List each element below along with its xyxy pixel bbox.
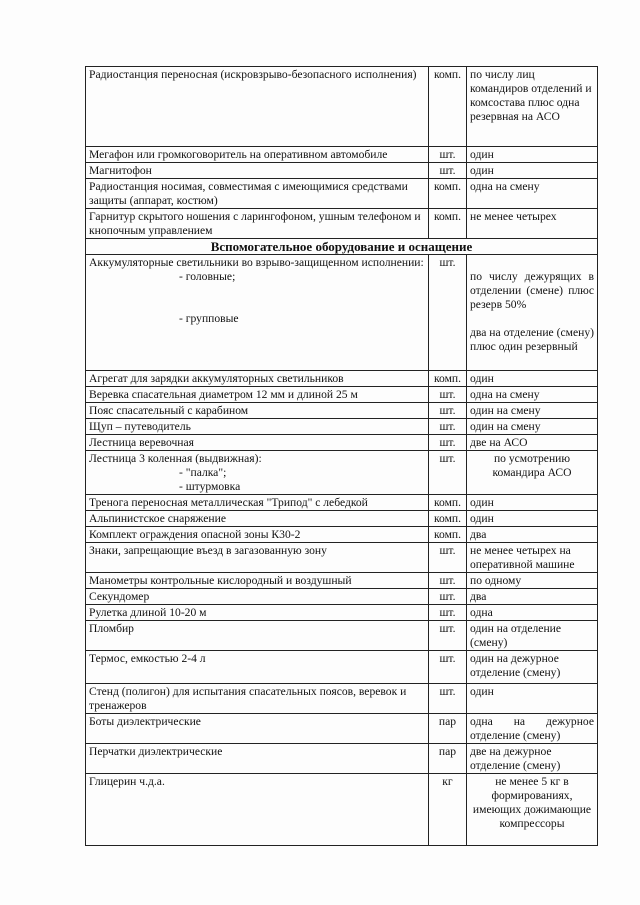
item-name: Гарнитур скрытого ношения с ларингофоном, ушным телефоном и кнопочным управлением [86, 209, 429, 239]
table-row [86, 435, 598, 451]
item-name: Стенд (полигон) для испытания спасательных поясов, веревок и тренажеров [86, 684, 429, 714]
item-name: Магнитофон [86, 163, 429, 179]
item-qty: по одному [467, 573, 598, 589]
table-row [86, 621, 598, 651]
item-unit: шт. [429, 605, 467, 621]
item-unit: комп. [429, 67, 467, 147]
item-qty: не менее четырех на оперативной машине [467, 543, 598, 573]
ladder-sub-1: - "палка"; [179, 466, 227, 479]
item-name: Щуп – путеводитель [86, 419, 429, 435]
lamps-group-label: - групповые [179, 312, 239, 325]
item-unit: шт. [429, 403, 467, 419]
item-name: Альпинистское снаряжение [86, 511, 429, 527]
item-qty: одна на смену [467, 387, 598, 403]
item-unit: шт. [429, 255, 467, 371]
table-row [86, 495, 598, 511]
item-name: Пломбир [86, 621, 429, 651]
item-name: Лестница веревочная [86, 435, 429, 451]
table-row [86, 403, 598, 419]
table-row [86, 605, 598, 621]
item-qty: одна на смену [467, 179, 598, 209]
table-row [86, 209, 598, 239]
table-row [86, 419, 598, 435]
item-unit: пар [429, 714, 467, 744]
lamps-group-qty: два на отделение (смену) плюс один резервный [470, 326, 594, 353]
table-row [86, 371, 598, 387]
item-unit: комп. [429, 371, 467, 387]
item-unit: шт. [429, 451, 467, 495]
item-qty: две на дежурное отделение (смену) [467, 744, 598, 774]
item-qty: две на АСО [467, 435, 598, 451]
section-row [86, 239, 598, 255]
item-name: Рулетка длиной 10-20 м [86, 605, 429, 621]
item-name [86, 255, 429, 371]
lamps-title: Аккумуляторные светильники во взрыво-защищенном исполнении: [89, 256, 424, 269]
item-unit: шт. [429, 543, 467, 573]
table-row [86, 387, 598, 403]
item-name [86, 451, 429, 495]
table-row [86, 147, 598, 163]
table-row [86, 744, 598, 774]
item-qty: один на дежурное отделение (смену) [467, 651, 598, 684]
item-qty: два [467, 589, 598, 605]
item-unit: шт. [429, 573, 467, 589]
table-row [86, 651, 598, 684]
item-qty [467, 255, 598, 371]
table-row [86, 451, 598, 495]
table-row [86, 573, 598, 589]
item-qty: по усмотрению командира АСО [467, 451, 598, 495]
table-row [86, 527, 598, 543]
lamps-head-label: - головные; [179, 270, 236, 283]
item-unit: шт. [429, 589, 467, 605]
item-qty: один [467, 163, 598, 179]
item-qty: одна на дежурное отделение (смену) [467, 714, 598, 744]
item-qty: один на смену [467, 403, 598, 419]
item-unit: шт. [429, 147, 467, 163]
item-name: Секундомер [86, 589, 429, 605]
table-row [86, 714, 598, 744]
equipment-table [85, 66, 598, 846]
item-unit: шт. [429, 387, 467, 403]
lamps-head-qty: по числу дежурящих в отделении (смене) плюс резерв 50% [470, 270, 594, 311]
item-unit: шт. [429, 621, 467, 651]
item-name: Боты диэлектрические [86, 714, 429, 744]
item-name: Агрегат для зарядки аккумуляторных светильников [86, 371, 429, 387]
table-row [86, 179, 598, 209]
item-name: Знаки, запрещающие въезд в загазованную зону [86, 543, 429, 573]
item-name: Тренога переносная металлическая "Трипод" с лебедкой [86, 495, 429, 511]
item-unit: комп. [429, 209, 467, 239]
item-unit: комп. [429, 179, 467, 209]
item-name: Перчатки диэлектрические [86, 744, 429, 774]
section-title: Вспомогательное оборудование и оснащение [86, 239, 598, 255]
item-name: Пояс спасательный с карабином [86, 403, 429, 419]
item-unit: шт. [429, 651, 467, 684]
table-row [86, 589, 598, 605]
item-name: Манометры контрольные кислородный и воздушный [86, 573, 429, 589]
item-unit: шт. [429, 435, 467, 451]
item-qty: не менее 5 кг в формированиях, имеющих дожимающие компрессоры [467, 774, 598, 846]
item-unit: комп. [429, 527, 467, 543]
item-qty: один [467, 371, 598, 387]
ladder-title: Лестница 3 коленная (выдвижная): [89, 452, 262, 465]
item-qty: один [467, 495, 598, 511]
ladder-sub-2: - штурмовка [179, 480, 241, 493]
item-qty: один на отделение (смену) [467, 621, 598, 651]
table-row [86, 511, 598, 527]
item-qty: два [467, 527, 598, 543]
table-row [86, 543, 598, 573]
table-row [86, 163, 598, 179]
item-qty: один [467, 511, 598, 527]
item-qty: по числу лиц командиров отделений и комсостава плюс одна резервная на АСО [467, 67, 598, 147]
item-name: Комплект ограждения опасной зоны К30-2 [86, 527, 429, 543]
item-unit: комп. [429, 511, 467, 527]
item-qty: одна [467, 605, 598, 621]
item-unit: кг [429, 774, 467, 846]
item-unit: шт. [429, 419, 467, 435]
table-row [86, 684, 598, 714]
item-name: Радиостанция носимая, совместимая с имеющимися средствами защиты (аппарат, костюм) [86, 179, 429, 209]
item-name: Глицерин ч.д.а. [86, 774, 429, 846]
item-name: Радиостанция переносная (искровзрыво-безопасного исполнения) [86, 67, 429, 147]
table-row [86, 255, 598, 371]
item-name: Мегафон или громкоговоритель на оперативном автомобиле [86, 147, 429, 163]
item-unit: шт. [429, 163, 467, 179]
item-qty: один на смену [467, 419, 598, 435]
item-qty: один [467, 684, 598, 714]
item-qty: не менее четырех [467, 209, 598, 239]
item-unit: пар [429, 744, 467, 774]
table-row [86, 67, 598, 147]
item-unit: комп. [429, 495, 467, 511]
item-unit: шт. [429, 684, 467, 714]
item-name: Веревка спасательная диаметром 12 мм и длиной 25 м [86, 387, 429, 403]
item-qty: один [467, 147, 598, 163]
item-name: Термос, емкостью 2-4 л [86, 651, 429, 684]
table-row [86, 774, 598, 846]
